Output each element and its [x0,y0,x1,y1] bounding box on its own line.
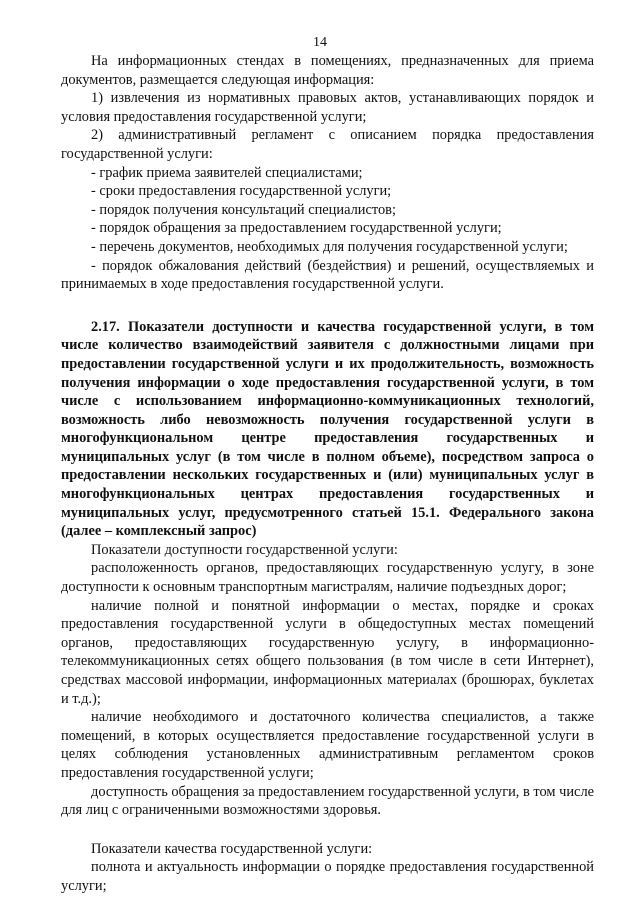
bullet-item: - перечень документов, необходимых для получения государственной услуги; [91,238,568,255]
quality-item: полнота и актуальность информации о порядке предоставления государственной услуги; [61,859,594,894]
spacer [61,820,594,840]
spacer [61,294,594,318]
accessibility-item: доступность обращения за предоставлением государственной услуги, в том числе для лиц с ограниченными возможностями здоровья. [61,783,595,819]
bullet-item: - порядок обращения за предоставлением государственной услуги; [91,220,502,237]
accessibility-item: наличие полной и понятной информации о местах, порядке и сроках предоставления государственной услуги в общедоступных местах помещений органов, предоставляющих государственную услугу, в информационно-телекоммуникационных сетях общего пользования (в том числе в сети Интернет), средствах массовой информации, информационных материалах (брошюрах, буклетах и т.д.); [61,597,594,707]
quality-title: Показатели качества государственной услуги: [91,840,373,857]
bullet-item: - порядок обжалования действий (бездействия) и решений, осуществляемых и принимаемых в ходе предоставления государственной услуги. [61,257,594,293]
section-heading: 2.17. Показатели доступности и качества государственной услуги, в том числе количество взаимодействий заявителя с должностными лицами при предоставлении государственной услуги и их продолжительность, возможность получения информации о ходе предоставления государственной услуги, в том числе с использованием информационно-коммуникационных технологий, возможность либо невозможность получения государственной услуги в многофункциональном центре предоставления государственных и муниципальных услуг (в том числе в полном объеме), посредством запроса о предоставлении нескольких государственных и (или) муниципальных услуг в многофункциональных центрах предоставления государственных и муниципальных услуг, предусмотренного статьей 15.1. Федерального закона (далее – комплексный запрос) [61,318,594,540]
page-content [61,52,594,896]
intro-item-2: 2) административный регламент с описанием порядка предоставления государственной услуги: [61,127,594,162]
accessibility-item: наличие необходимого и достаточного количества специалистов, а также помещений, в которых осуществляется предоставление государственной услуги в целях соблюдения установленных административным регламентом сроков предоставления государственной услуги; [61,709,594,781]
bullet-item: - порядок получения консультаций специалистов; [91,201,396,218]
intro-paragraph: На информационных стендах в помещениях, предназначенных для приема документов, размещается следующая информация: [61,53,594,88]
intro-item-1: 1) извлечения из нормативных правовых актов, устанавливающих порядок и условия предоставления государственной услуги; [61,90,594,125]
bullet-item: - график приема заявителей специалистами; [91,164,363,181]
accessibility-title: Показатели доступности государственной услуги: [91,541,398,558]
bullet-item: - сроки предоставления государственной услуги; [91,183,392,200]
page-number: 14 [313,35,327,50]
accessibility-item: расположенность органов, предоставляющих государственную услугу, в зоне доступности к основным транспортным магистралям, наличие подъездных дорог; [61,560,594,596]
